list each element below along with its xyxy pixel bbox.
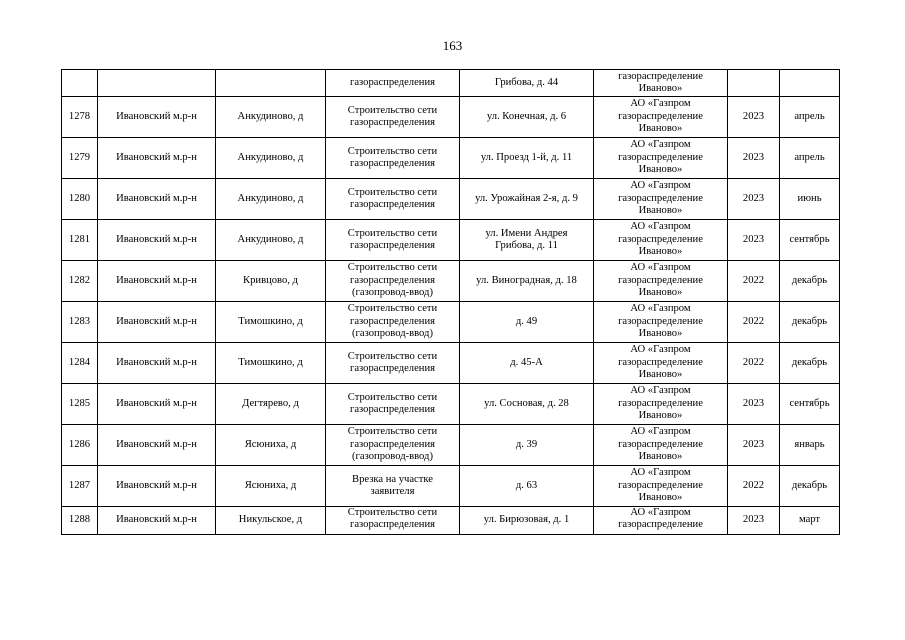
district-cell: Ивановский м.р-н xyxy=(98,138,216,179)
gas-network-table xyxy=(61,69,840,535)
work-type-cell-line: Строительство сети xyxy=(347,303,438,315)
work-type-cell-line: Строительство сети xyxy=(347,104,438,116)
work-type-cell-line: газораспределения xyxy=(350,199,435,210)
work-type-cell-line: газораспределения xyxy=(350,240,435,251)
settlement-cell: Анкудиново, д xyxy=(216,220,326,261)
row-number-cell: 1279 xyxy=(62,138,98,179)
table-row xyxy=(62,466,840,507)
organization-cell-line: Иваново» xyxy=(638,410,683,422)
work-type-cell xyxy=(326,302,460,343)
address-cell-line: ул. Бирюзовая, д. 1 xyxy=(483,514,570,526)
organization-cell xyxy=(594,261,728,302)
organization-cell-line: Иваново» xyxy=(638,246,683,258)
month-cell: апрель xyxy=(780,138,840,179)
row-number-cell: 1288 xyxy=(62,507,98,535)
address-cell xyxy=(460,70,594,97)
table-row xyxy=(62,220,840,261)
organization-cell-line: Иваново» xyxy=(638,205,683,217)
work-type-cell-line: Строительство сети xyxy=(347,507,438,518)
table-row-continued xyxy=(62,70,840,97)
month-cell: декабрь xyxy=(780,302,840,343)
organization-cell-line: Иваново» xyxy=(638,451,683,463)
settlement-cell: Тимошкино, д xyxy=(216,343,326,384)
settlement-cell: Ясюниха, д xyxy=(216,466,326,507)
organization-cell-line: АО «Газпром xyxy=(630,139,691,151)
page-number: 163 xyxy=(442,38,463,53)
work-type-cell xyxy=(326,220,460,261)
organization-cell xyxy=(594,220,728,261)
row-number-cell: 1282 xyxy=(62,261,98,302)
district-cell: Ивановский м.р-н xyxy=(98,425,216,466)
address-cell xyxy=(460,97,594,138)
organization-cell-line: АО «Газпром xyxy=(630,385,691,397)
year-cell: 2023 xyxy=(728,220,780,261)
organization-cell xyxy=(594,302,728,343)
organization-cell-line: Иваново» xyxy=(638,287,683,299)
organization-cell-line: газораспределение xyxy=(618,151,703,163)
organization-cell-line: АО «Газпром xyxy=(630,467,691,479)
organization-cell xyxy=(594,70,728,97)
year-cell: 2023 xyxy=(728,384,780,425)
organization-cell-line: газораспределение xyxy=(618,438,703,450)
district-cell: Ивановский м.р-н xyxy=(98,179,216,220)
row-number-cell: 1284 xyxy=(62,343,98,384)
address-cell xyxy=(460,507,594,535)
organization-cell-line: газораспределение xyxy=(618,110,703,122)
row-number-cell: 1283 xyxy=(62,302,98,343)
year-cell xyxy=(728,70,780,97)
organization-cell xyxy=(594,179,728,220)
address-cell-line: д. 63 xyxy=(515,479,538,491)
work-type-cell-line: Строительство сети xyxy=(347,426,438,438)
work-type-cell xyxy=(326,343,460,384)
district-cell: Ивановский м.р-н xyxy=(98,466,216,507)
work-type-cell-line: (газопровод-ввод) xyxy=(352,451,433,463)
organization-cell-line: газораспределение xyxy=(618,519,703,531)
work-type-cell-line: Строительство сети xyxy=(347,262,438,274)
address-cell-line: д. 39 xyxy=(515,438,538,450)
organization-cell-line: газораспределение xyxy=(618,397,703,409)
organization-cell-line: газораспределение xyxy=(618,70,703,82)
settlement-cell xyxy=(216,70,326,97)
organization-cell-line: АО «Газпром xyxy=(630,426,691,438)
organization-cell-line: Иваново» xyxy=(638,492,683,504)
work-type-cell xyxy=(326,97,460,138)
district-cell: Ивановский м.р-н xyxy=(98,220,216,261)
table-row xyxy=(62,179,840,220)
organization-cell-line: газораспределение xyxy=(618,315,703,327)
month-cell: январь xyxy=(780,425,840,466)
work-type-cell-line: Строительство сети xyxy=(347,145,438,157)
row-number-cell xyxy=(62,70,98,97)
work-type-cell-line: Врезка на участке xyxy=(352,473,433,485)
table-row xyxy=(62,261,840,302)
year-cell: 2023 xyxy=(728,179,780,220)
row-number-cell: 1287 xyxy=(62,466,98,507)
organization-cell xyxy=(594,466,728,507)
month-cell: апрель xyxy=(780,97,840,138)
work-type-cell-line: газораспределения xyxy=(350,274,435,286)
settlement-cell: Анкудиново, д xyxy=(216,179,326,220)
month-cell: сентябрь xyxy=(780,220,840,261)
table-row xyxy=(62,97,840,138)
organization-cell xyxy=(594,425,728,466)
district-cell: Ивановский м.р-н xyxy=(98,302,216,343)
address-cell-line: Грибова, д. 11 xyxy=(495,240,558,251)
organization-cell xyxy=(594,97,728,138)
district-cell: Ивановский м.р-н xyxy=(98,343,216,384)
address-cell-line: ул. Имени Андрея xyxy=(485,227,568,239)
address-cell xyxy=(460,138,594,179)
work-type-cell xyxy=(326,425,460,466)
organization-cell-line: газораспределение xyxy=(618,479,703,491)
table-row xyxy=(62,425,840,466)
settlement-cell: Кривцово, д xyxy=(216,261,326,302)
work-type-cell xyxy=(326,179,460,220)
organization-cell-line: газораспределение xyxy=(618,192,703,204)
address-cell xyxy=(460,302,594,343)
table-row xyxy=(62,343,840,384)
settlement-cell: Дегтярево, д xyxy=(216,384,326,425)
year-cell: 2022 xyxy=(728,261,780,302)
organization-cell-line: Иваново» xyxy=(638,164,683,176)
year-cell: 2022 xyxy=(728,343,780,384)
work-type-cell xyxy=(326,70,460,97)
month-cell: декабрь xyxy=(780,261,840,302)
organization-cell-line: АО «Газпром xyxy=(630,180,691,192)
year-cell: 2023 xyxy=(728,138,780,179)
organization-cell xyxy=(594,507,728,535)
month-cell: сентябрь xyxy=(780,384,840,425)
table-row xyxy=(62,384,840,425)
address-cell-line: ул. Сосновая, д. 28 xyxy=(484,397,569,409)
district-cell: Ивановский м.р-н xyxy=(98,507,216,535)
year-cell: 2023 xyxy=(728,425,780,466)
year-cell: 2022 xyxy=(728,302,780,343)
address-cell xyxy=(460,179,594,220)
organization-cell xyxy=(594,138,728,179)
settlement-cell: Никульское, д xyxy=(216,507,326,535)
work-type-cell-line: Строительство сети xyxy=(347,186,438,198)
address-cell-line: д. 45-А xyxy=(510,356,543,368)
row-number-cell: 1278 xyxy=(62,97,98,138)
work-type-cell xyxy=(326,507,460,535)
district-cell: Ивановский м.р-н xyxy=(98,261,216,302)
address-cell-line: ул. Конечная, д. 6 xyxy=(486,110,567,122)
organization-cell-line: АО «Газпром xyxy=(630,262,691,274)
month-cell: март xyxy=(780,507,840,535)
organization-cell-line: Иваново» xyxy=(638,328,683,340)
table-row xyxy=(62,138,840,179)
month-cell xyxy=(780,70,840,97)
work-type-cell-line: газораспределения xyxy=(350,404,435,415)
address-cell xyxy=(460,261,594,302)
work-type-cell-line: (газопровод-ввод) xyxy=(352,287,433,299)
organization-cell-line: Иваново» xyxy=(638,83,683,94)
address-cell xyxy=(460,384,594,425)
work-type-cell-line: Строительство сети xyxy=(347,350,438,362)
organization-cell-line: газораспределение xyxy=(618,356,703,368)
work-type-cell-line: Строительство сети xyxy=(347,227,438,239)
organization-cell-line: газораспределение xyxy=(618,274,703,286)
work-type-cell-line: газораспределения xyxy=(350,158,435,169)
row-number-cell: 1286 xyxy=(62,425,98,466)
row-number-cell: 1281 xyxy=(62,220,98,261)
address-cell xyxy=(460,220,594,261)
address-cell-line: Грибова, д. 44 xyxy=(494,76,559,88)
work-type-cell-line: газораспределения xyxy=(350,76,435,88)
organization-cell-line: АО «Газпром xyxy=(630,344,691,356)
table-row xyxy=(62,507,840,535)
work-type-cell-line: газораспределения xyxy=(350,438,435,450)
organization-cell-line: Иваново» xyxy=(638,369,683,381)
settlement-cell: Ясюниха, д xyxy=(216,425,326,466)
month-cell: декабрь xyxy=(780,466,840,507)
work-type-cell xyxy=(326,138,460,179)
work-type-cell xyxy=(326,466,460,507)
work-type-cell-line: газораспределения xyxy=(350,117,435,128)
organization-cell xyxy=(594,343,728,384)
year-cell: 2022 xyxy=(728,466,780,507)
organization-cell-line: Иваново» xyxy=(638,123,683,135)
month-cell: июнь xyxy=(780,179,840,220)
organization-cell xyxy=(594,384,728,425)
address-cell-line: ул. Виноградная, д. 18 xyxy=(476,274,577,286)
settlement-cell: Анкудиново, д xyxy=(216,97,326,138)
month-cell: декабрь xyxy=(780,343,840,384)
address-cell-line: ул. Урожайная 2-я, д. 9 xyxy=(475,192,578,204)
settlement-cell: Тимошкино, д xyxy=(216,302,326,343)
district-cell xyxy=(98,70,216,97)
organization-cell-line: АО «Газпром xyxy=(630,303,691,315)
year-cell: 2023 xyxy=(728,507,780,535)
district-cell: Ивановский м.р-н xyxy=(98,97,216,138)
row-number-cell: 1285 xyxy=(62,384,98,425)
work-type-cell-line: газораспределения xyxy=(350,363,435,374)
organization-cell-line: АО «Газпром xyxy=(630,221,691,233)
work-type-cell-line: (газопровод-ввод) xyxy=(352,328,433,340)
address-cell xyxy=(460,343,594,384)
year-cell: 2023 xyxy=(728,97,780,138)
address-cell-line: д. 49 xyxy=(515,315,538,327)
address-cell xyxy=(460,425,594,466)
organization-cell-line: АО «Газпром xyxy=(630,98,691,110)
row-number-cell: 1280 xyxy=(62,179,98,220)
table-row xyxy=(62,302,840,343)
work-type-cell xyxy=(326,261,460,302)
organization-cell-line: АО «Газпром xyxy=(630,507,691,518)
address-cell xyxy=(460,466,594,507)
work-type-cell-line: газораспределения xyxy=(350,315,435,327)
address-cell-line: ул. Проезд 1-й, д. 11 xyxy=(480,151,573,163)
district-cell: Ивановский м.р-н xyxy=(98,384,216,425)
settlement-cell: Анкудиново, д xyxy=(216,138,326,179)
work-type-cell xyxy=(326,384,460,425)
work-type-cell-line: газораспределения xyxy=(350,519,435,531)
work-type-cell-line: заявителя xyxy=(370,486,415,497)
work-type-cell-line: Строительство сети xyxy=(347,391,438,403)
organization-cell-line: газораспределение xyxy=(618,233,703,245)
